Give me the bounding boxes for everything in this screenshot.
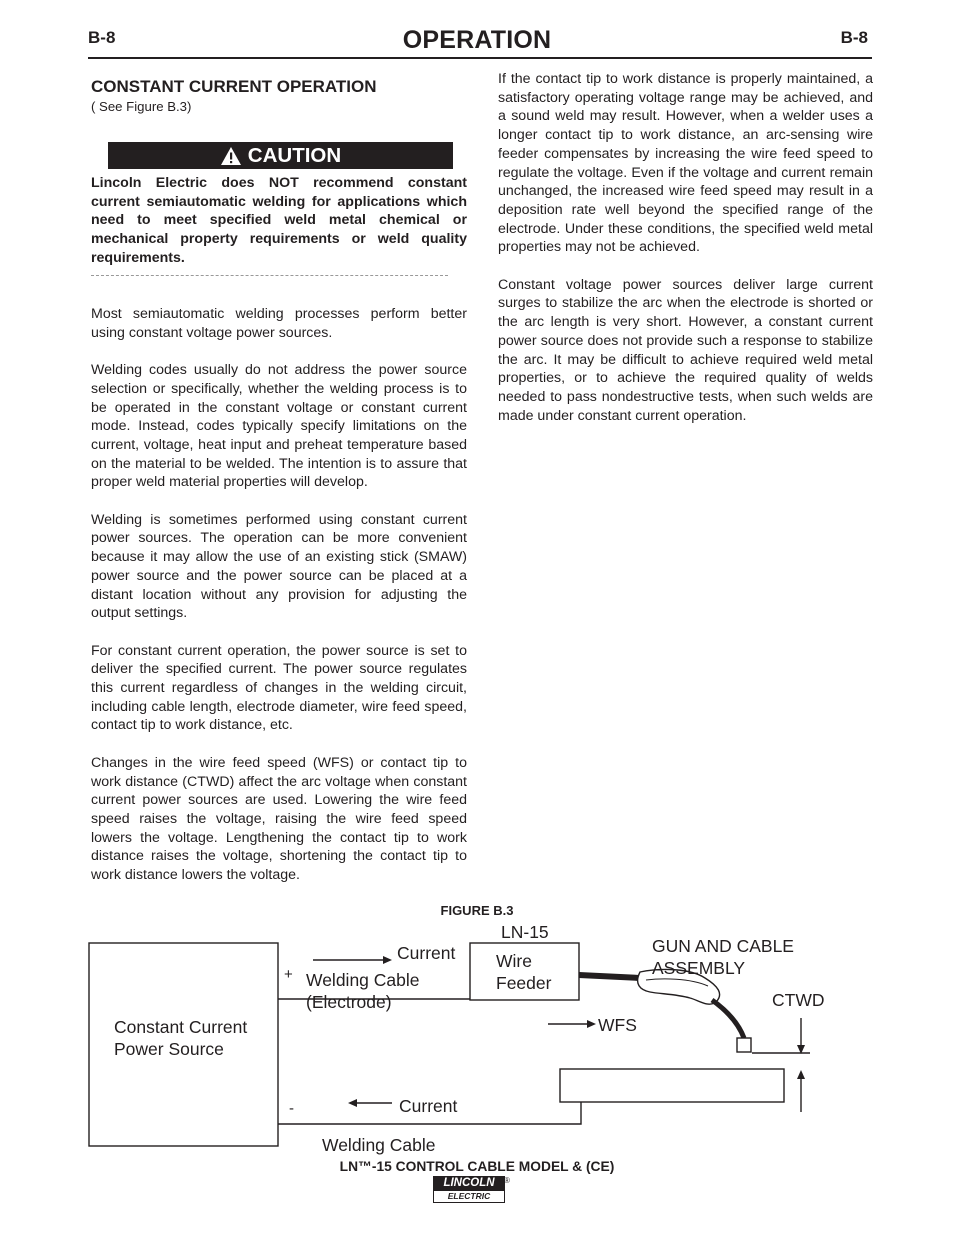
wire-feeder-line: Feeder — [496, 973, 552, 993]
gun-label-line: GUN AND CABLE — [652, 936, 794, 956]
wfs-label: WFS — [598, 1015, 637, 1035]
page-number-right: B-8 — [840, 28, 868, 47]
power-source-label — [114, 1016, 247, 1060]
figure-caption: FIGURE B.3 — [440, 903, 514, 918]
paragraph: If the contact tip to work distance is properly maintained, a satisfactory operating voltage range may be achieved, and a sound weld may result. However, when a welder uses a longer contact tip to work distance, an arc-sensing wire feeder compensates by increasing the wire feed speed to regulate the voltage. Even if the voltage and current remain unchanged, the increased wire feed speed may result in a deposition rate well beyond the specified range of the electrode. Under these conditions, the specified weld metal properties may not be achieved. — [498, 71, 873, 256]
work-piece-box — [560, 1069, 784, 1102]
current-arrowhead-top — [383, 956, 392, 964]
gun-cable — [579, 975, 640, 978]
page-title: OPERATION — [402, 26, 552, 54]
caution-label: CAUTION — [247, 143, 342, 167]
current-arrowhead-bottom — [348, 1099, 357, 1107]
gun-neck — [712, 1000, 744, 1038]
section-title: CONSTANT CURRENT OPERATION — [91, 77, 377, 96]
welding-cable-line: (Electrode) — [306, 992, 392, 1012]
negative-terminal-label: - — [289, 1100, 294, 1117]
power-source-line: Constant Current — [114, 1017, 248, 1037]
wire-feeder-label — [496, 950, 551, 994]
ctwd-label: CTWD — [772, 990, 825, 1010]
page-number-left: B-8 — [88, 28, 116, 47]
welding-cable-line: Welding Cable — [306, 970, 420, 990]
welding-cable-bottom-label: Welding Cable — [322, 1135, 436, 1155]
power-source-line: Power Source — [114, 1039, 224, 1059]
see-figure-note: ( See Figure B.3) — [91, 99, 192, 114]
caution-text: Lincoln Electric does NOT recommend constant current semiautomatic welding for applications which need to meet specified weld metal chemical or mechanical property requirements or weld quality requirements. — [91, 175, 467, 266]
welding-cable-electrode-label — [306, 969, 420, 1013]
wfs-arrowhead — [587, 1020, 596, 1028]
current-label-bottom: Current — [399, 1096, 458, 1116]
ln15-label: LN-15 — [501, 922, 549, 942]
paragraph: For constant current operation, the power source is set to deliver the specified current. The power source regulates this current regardless of changes in the welding circuit, including cable length, electrode diameter, wire feed speed, contact tip to work distance, etc. — [91, 642, 467, 734]
wire-feeder-line: Wire — [496, 951, 532, 971]
positive-terminal-label: + — [284, 966, 293, 983]
paragraph: Welding codes usually do not address the power source selection or specifically, whether the welding process is to be operated in the constant voltage or constant current mode. Instead, codes typically specify limitations on the current, voltage, heat input and preheat temperature based on the material to be welded. The intention is to assure that proper weld material properties will develop. — [91, 362, 467, 491]
current-label-top: Current — [397, 943, 456, 963]
paragraph: Welding is sometimes performed using constant current power sources. The operation can be more convenient because it may allow the use of an existing stick (SMAW) power source and the power source can be placed at a distant location without any provision for adjusting the output settings. — [91, 511, 467, 622]
gun-cable-assembly-label — [652, 935, 794, 979]
paragraph: Changes in the wire feed speed (WFS) or contact tip to work distance (CTWD) affect the arc voltage when constant current power sources are used. Lowering the wire feed speed raises the voltage, raising the wire feed speed lowers the voltage. Lengthening the contact tip to work distance raises the voltage, shortening the contact tip to work distance lowers the voltage. — [91, 754, 467, 884]
logo-bottom: ELECTRIC — [433, 1191, 505, 1203]
logo-top: LINCOLN — [433, 1176, 505, 1191]
paragraph: Most semiautomatic welding processes perform better using constant voltage power sources. — [91, 306, 467, 341]
footer-model: LN™-15 CONTROL CABLE MODEL & (CE) — [339, 1159, 615, 1174]
gun-label-line: ASSEMBLY — [652, 958, 746, 978]
paragraph: Constant voltage power sources deliver large current surges to stabilize the arc when the electrode is shorted or the arc length is very short. However, a constant current power source does not provide such a response to stabilize the arc. It may be difficult to achieve required weld metal properties, or to achieve the required quality of welds needed to pass nondestructive tests, when such welds are made under constant current operation. — [498, 276, 873, 424]
ctwd-arrowhead-up — [797, 1070, 805, 1079]
logo-registered-mark: ® — [504, 1176, 510, 1185]
lincoln-electric-logo — [433, 1176, 505, 1204]
contact-tip-icon — [737, 1038, 751, 1052]
